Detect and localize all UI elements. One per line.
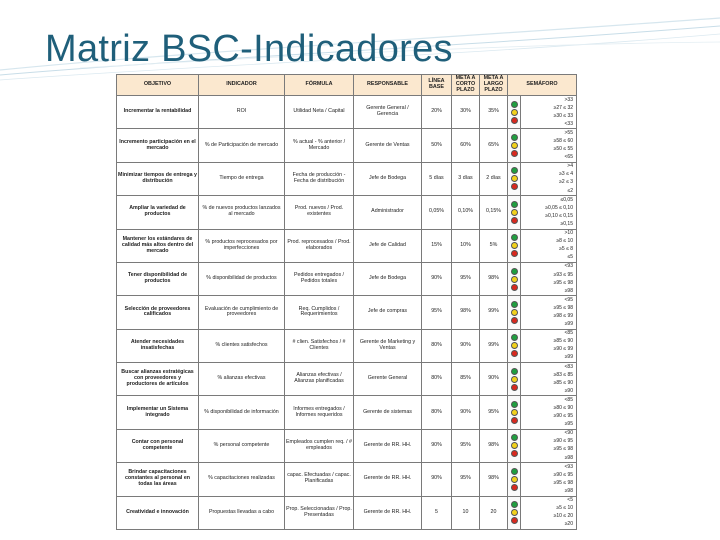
objetivo-cell: Creatividad e innovación bbox=[117, 496, 199, 530]
semaforo-thresholds-cell bbox=[521, 396, 577, 429]
threshold-value: ≥0,05 ≤ 0,10 bbox=[545, 204, 573, 211]
red-light-icon bbox=[511, 183, 518, 190]
threshold-list bbox=[522, 497, 575, 530]
semaforo-thresholds-cell bbox=[521, 496, 577, 530]
meta-corto-cell: 30% bbox=[452, 96, 480, 129]
meta-corto-cell: 85% bbox=[452, 363, 480, 396]
linea-base-cell: 5 bbox=[422, 496, 452, 530]
linea-base-cell: 95% bbox=[422, 296, 452, 329]
threshold-value: ≤0,05 bbox=[560, 196, 573, 203]
meta-corto-cell: 95% bbox=[452, 463, 480, 496]
indicador-cell: % alianzas efectivas bbox=[199, 363, 285, 396]
responsable-cell: Jefe de Bodega bbox=[354, 162, 422, 195]
traffic-light-cell bbox=[508, 96, 521, 129]
meta-corto-cell: 10 bbox=[452, 496, 480, 530]
threshold-value: ≥58 ≤ 60 bbox=[553, 138, 573, 145]
table-row bbox=[117, 363, 577, 396]
header-meta-largo: META A LARGO PLAZO bbox=[480, 75, 508, 96]
traffic-light-cell bbox=[508, 162, 521, 195]
threshold-value: <93 bbox=[564, 263, 573, 270]
red-light-icon bbox=[511, 217, 518, 224]
threshold-value: ≥0,15 bbox=[560, 220, 573, 227]
threshold-value: <95 bbox=[564, 296, 573, 303]
responsable-cell: Jefe de Bodega bbox=[354, 262, 422, 295]
traffic-light-icon bbox=[509, 334, 519, 357]
green-light-icon bbox=[511, 167, 518, 174]
objetivo-cell: Contar con personal competente bbox=[117, 429, 199, 462]
traffic-light-cell bbox=[508, 363, 521, 396]
threshold-list bbox=[522, 96, 575, 128]
yellow-light-icon bbox=[511, 175, 518, 182]
table-row bbox=[117, 396, 577, 429]
threshold-value: ≥99 bbox=[564, 354, 573, 361]
yellow-light-icon bbox=[511, 442, 518, 449]
semaforo-thresholds-cell bbox=[521, 196, 577, 229]
traffic-light-cell bbox=[508, 329, 521, 362]
objetivo-cell: Atender necesidades insatisfechas bbox=[117, 329, 199, 362]
traffic-light-cell bbox=[508, 429, 521, 462]
formula-cell: Prop. Seleccionadas / Prop. Presentadas bbox=[285, 496, 354, 530]
traffic-light-icon bbox=[509, 368, 519, 391]
meta-largo-cell: 5% bbox=[480, 229, 508, 262]
meta-corto-cell: 95% bbox=[452, 262, 480, 295]
threshold-value: ≥80 ≤ 90 bbox=[553, 405, 573, 412]
green-light-icon bbox=[511, 401, 518, 408]
header-formula: FÓRMULA bbox=[285, 75, 354, 96]
header-meta-corto: META A CORTO PLAZO bbox=[452, 75, 480, 96]
traffic-light-icon bbox=[509, 501, 519, 524]
meta-corto-cell: 90% bbox=[452, 396, 480, 429]
indicador-cell: % productos reprocesados por imperfecciones bbox=[199, 229, 285, 262]
objetivo-cell: Minimizar tiempos de entrega y distribución bbox=[117, 162, 199, 195]
slide-title: Matriz BSC-Indicadores bbox=[45, 28, 453, 70]
bsc-indicators-table bbox=[116, 74, 577, 530]
traffic-light-icon bbox=[509, 301, 519, 324]
objetivo-cell: Ampliar la variedad de productos bbox=[117, 196, 199, 229]
indicador-cell: Evaluación de cumplimiento de proveedores bbox=[199, 296, 285, 329]
threshold-value: ≥3 ≤ 4 bbox=[559, 171, 573, 178]
traffic-light-cell bbox=[508, 463, 521, 496]
threshold-value: ≥95 bbox=[564, 421, 573, 428]
threshold-value: ≥5 ≤ 10 bbox=[556, 505, 573, 512]
yellow-light-icon bbox=[511, 142, 518, 149]
yellow-light-icon bbox=[511, 342, 518, 349]
threshold-value: >10 bbox=[564, 230, 573, 237]
indicador-cell: % clientes satisfechos bbox=[199, 329, 285, 362]
formula-cell: % actual - % anterior / Mercado bbox=[285, 129, 354, 162]
threshold-list bbox=[522, 463, 575, 495]
traffic-light-icon bbox=[509, 468, 519, 491]
threshold-value: ≥50 ≤ 55 bbox=[553, 146, 573, 153]
meta-corto-cell: 95% bbox=[452, 429, 480, 462]
linea-base-cell: 80% bbox=[422, 329, 452, 362]
red-light-icon bbox=[511, 350, 518, 357]
formula-cell: Req. Cumplidos / Requerimientos bbox=[285, 296, 354, 329]
table-row bbox=[117, 296, 577, 329]
threshold-value: ≥10 ≤ 20 bbox=[553, 513, 573, 520]
formula-cell: Alianzas efectivas / Alianzas planificadas bbox=[285, 363, 354, 396]
linea-base-cell: 5 días bbox=[422, 162, 452, 195]
threshold-value: ≥90 ≤ 99 bbox=[553, 346, 573, 353]
threshold-value: ≥20 bbox=[564, 521, 573, 528]
yellow-light-icon bbox=[511, 509, 518, 516]
red-light-icon bbox=[511, 284, 518, 291]
threshold-value: ≥98 bbox=[564, 487, 573, 494]
meta-largo-cell: 95% bbox=[480, 396, 508, 429]
linea-base-cell: 0,05% bbox=[422, 196, 452, 229]
green-light-icon bbox=[511, 368, 518, 375]
traffic-light-cell bbox=[508, 229, 521, 262]
threshold-value: >55 bbox=[564, 129, 573, 136]
traffic-light-cell bbox=[508, 396, 521, 429]
threshold-value: ≥98 bbox=[564, 454, 573, 461]
semaforo-thresholds-cell bbox=[521, 229, 577, 262]
threshold-value: ≥0,10 ≤ 0,15 bbox=[545, 212, 573, 219]
linea-base-cell: 80% bbox=[422, 396, 452, 429]
yellow-light-icon bbox=[511, 409, 518, 416]
yellow-light-icon bbox=[511, 242, 518, 249]
threshold-value: ≥83 ≤ 85 bbox=[553, 371, 573, 378]
semaforo-thresholds-cell bbox=[521, 329, 577, 362]
responsable-cell: Gerente de Marketing y Ventas bbox=[354, 329, 422, 362]
red-light-icon bbox=[511, 384, 518, 391]
threshold-value: ≥99 bbox=[564, 321, 573, 328]
meta-corto-cell: 10% bbox=[452, 229, 480, 262]
table-row bbox=[117, 229, 577, 262]
objetivo-cell: Incremento participación en el mercado bbox=[117, 129, 199, 162]
objetivo-cell: Incrementar la rentabilidad bbox=[117, 96, 199, 129]
meta-largo-cell: 0,15% bbox=[480, 196, 508, 229]
semaforo-thresholds-cell bbox=[521, 296, 577, 329]
meta-largo-cell: 35% bbox=[480, 96, 508, 129]
meta-corto-cell: 60% bbox=[452, 129, 480, 162]
indicador-cell: % capacitaciones realizadas bbox=[199, 463, 285, 496]
formula-cell: Pedidos entregados / Pedidos totales bbox=[285, 262, 354, 295]
threshold-value: ≥90 bbox=[564, 387, 573, 394]
threshold-value: ≥30 ≤ 33 bbox=[553, 112, 573, 119]
semaforo-thresholds-cell bbox=[521, 162, 577, 195]
green-light-icon bbox=[511, 468, 518, 475]
threshold-value: <85 bbox=[564, 396, 573, 403]
threshold-list bbox=[522, 330, 575, 362]
table-row bbox=[117, 196, 577, 229]
green-light-icon bbox=[511, 101, 518, 108]
indicador-cell: Tiempo de entrega bbox=[199, 162, 285, 195]
threshold-value: <83 bbox=[564, 363, 573, 370]
threshold-value: <33 bbox=[564, 120, 573, 127]
formula-cell: capac. Efectuadas / capac. Planificadas bbox=[285, 463, 354, 496]
formula-cell: Prod. reprocesados / Prod. elaborados bbox=[285, 229, 354, 262]
threshold-value: <5 bbox=[567, 497, 573, 504]
green-light-icon bbox=[511, 234, 518, 241]
meta-largo-cell: 20 bbox=[480, 496, 508, 530]
linea-base-cell: 50% bbox=[422, 129, 452, 162]
traffic-light-cell bbox=[508, 262, 521, 295]
indicador-cell: % personal competente bbox=[199, 429, 285, 462]
table-row bbox=[117, 129, 577, 162]
objetivo-cell: Mantener los estándares de calidad más altos dentro del mercado bbox=[117, 229, 199, 262]
threshold-value: <93 bbox=[564, 463, 573, 470]
yellow-light-icon bbox=[511, 209, 518, 216]
responsable-cell: Administrador bbox=[354, 196, 422, 229]
red-light-icon bbox=[511, 250, 518, 257]
green-light-icon bbox=[511, 134, 518, 141]
header-semaforo: SEMÁFORO bbox=[508, 75, 577, 96]
threshold-value: ≥98 ≤ 99 bbox=[553, 312, 573, 319]
traffic-light-icon bbox=[509, 401, 519, 424]
green-light-icon bbox=[511, 301, 518, 308]
table-row bbox=[117, 96, 577, 129]
traffic-light-cell bbox=[508, 496, 521, 530]
threshold-value: ≥27 ≤ 32 bbox=[553, 104, 573, 111]
threshold-value: ≥95 ≤ 98 bbox=[553, 279, 573, 286]
formula-cell: # clien. Satisfechos / # Clientes bbox=[285, 329, 354, 362]
formula-cell: Fecha de producción - Fecha de distribución bbox=[285, 162, 354, 195]
red-light-icon bbox=[511, 484, 518, 491]
traffic-light-icon bbox=[509, 134, 519, 157]
linea-base-cell: 90% bbox=[422, 429, 452, 462]
meta-largo-cell: 2 días bbox=[480, 162, 508, 195]
threshold-list bbox=[522, 363, 575, 395]
threshold-value: ≥95 ≤ 98 bbox=[553, 479, 573, 486]
traffic-light-icon bbox=[509, 268, 519, 291]
meta-corto-cell: 98% bbox=[452, 296, 480, 329]
threshold-value: ≥98 bbox=[564, 287, 573, 294]
responsable-cell: Gerente de sistemas bbox=[354, 396, 422, 429]
green-light-icon bbox=[511, 334, 518, 341]
traffic-light-icon bbox=[509, 167, 519, 190]
semaforo-thresholds-cell bbox=[521, 129, 577, 162]
table-header-row bbox=[117, 75, 577, 96]
yellow-light-icon bbox=[511, 109, 518, 116]
responsable-cell: Gerente de RR. HH. bbox=[354, 463, 422, 496]
responsable-cell: Jefe de Calidad bbox=[354, 229, 422, 262]
linea-base-cell: 90% bbox=[422, 463, 452, 496]
threshold-value: ≥2 ≤ 3 bbox=[559, 179, 573, 186]
meta-largo-cell: 90% bbox=[480, 363, 508, 396]
meta-largo-cell: 65% bbox=[480, 129, 508, 162]
indicador-cell: % de nuevos productos lanzados al mercado bbox=[199, 196, 285, 229]
formula-cell: Empleados cumplen req. / # empleados bbox=[285, 429, 354, 462]
threshold-value: <90 bbox=[564, 430, 573, 437]
table-row bbox=[117, 162, 577, 195]
meta-largo-cell: 99% bbox=[480, 329, 508, 362]
threshold-value: ≤2 bbox=[567, 187, 573, 194]
indicador-cell: ROI bbox=[199, 96, 285, 129]
threshold-value: ≥85 ≤ 90 bbox=[553, 379, 573, 386]
threshold-value: ≥90 ≤ 95 bbox=[553, 413, 573, 420]
responsable-cell: Gerente General bbox=[354, 363, 422, 396]
yellow-light-icon bbox=[511, 476, 518, 483]
table-row bbox=[117, 429, 577, 462]
formula-cell: Informes entregados / Informes requeridos bbox=[285, 396, 354, 429]
red-light-icon bbox=[511, 317, 518, 324]
linea-base-cell: 15% bbox=[422, 229, 452, 262]
linea-base-cell: 20% bbox=[422, 96, 452, 129]
threshold-list bbox=[522, 430, 575, 462]
header-linea-base: LÍNEA BASE bbox=[422, 75, 452, 96]
green-light-icon bbox=[511, 434, 518, 441]
responsable-cell: Jefe de compras bbox=[354, 296, 422, 329]
green-light-icon bbox=[511, 201, 518, 208]
traffic-light-cell bbox=[508, 129, 521, 162]
table-body bbox=[117, 96, 577, 530]
responsable-cell: Gerente de RR. HH. bbox=[354, 429, 422, 462]
threshold-list bbox=[522, 196, 575, 228]
table-row bbox=[117, 496, 577, 530]
threshold-list bbox=[522, 263, 575, 295]
formula-cell: Prod. nuevos / Prod. existentes bbox=[285, 196, 354, 229]
threshold-list bbox=[522, 163, 575, 195]
objetivo-cell: Selección de proveedores calificados bbox=[117, 296, 199, 329]
threshold-value: ≥85 ≤ 90 bbox=[553, 338, 573, 345]
threshold-value: ≥8 ≤ 10 bbox=[556, 238, 573, 245]
traffic-light-icon bbox=[509, 101, 519, 124]
threshold-value: ≥93 ≤ 95 bbox=[553, 271, 573, 278]
threshold-value: ≥5 ≤ 8 bbox=[559, 246, 573, 253]
threshold-value: ≤5 bbox=[567, 254, 573, 261]
linea-base-cell: 80% bbox=[422, 363, 452, 396]
objetivo-cell: Tener disponibilidad de productos bbox=[117, 262, 199, 295]
header-responsable: RESPONSABLE bbox=[354, 75, 422, 96]
table-row bbox=[117, 262, 577, 295]
semaforo-thresholds-cell bbox=[521, 463, 577, 496]
semaforo-thresholds-cell bbox=[521, 96, 577, 129]
threshold-value: ≥90 ≤ 95 bbox=[553, 471, 573, 478]
traffic-light-icon bbox=[509, 201, 519, 224]
indicador-cell: % disponibilidad de información bbox=[199, 396, 285, 429]
linea-base-cell: 90% bbox=[422, 262, 452, 295]
traffic-light-icon bbox=[509, 234, 519, 257]
header-objetivo: OBJETIVO bbox=[117, 75, 199, 96]
meta-corto-cell: 0,10% bbox=[452, 196, 480, 229]
meta-corto-cell: 3 días bbox=[452, 162, 480, 195]
green-light-icon bbox=[511, 268, 518, 275]
red-light-icon bbox=[511, 117, 518, 124]
threshold-list bbox=[522, 129, 575, 161]
responsable-cell: Gerente de Ventas bbox=[354, 129, 422, 162]
meta-largo-cell: 98% bbox=[480, 429, 508, 462]
table-row bbox=[117, 329, 577, 362]
red-light-icon bbox=[511, 450, 518, 457]
objetivo-cell: Brindar capacitaciones constantes al personal en todas las áreas bbox=[117, 463, 199, 496]
yellow-light-icon bbox=[511, 376, 518, 383]
meta-largo-cell: 99% bbox=[480, 296, 508, 329]
table-row bbox=[117, 463, 577, 496]
yellow-light-icon bbox=[511, 276, 518, 283]
threshold-value: ≥90 ≤ 95 bbox=[553, 438, 573, 445]
red-light-icon bbox=[511, 517, 518, 524]
meta-largo-cell: 98% bbox=[480, 262, 508, 295]
indicador-cell: % disponibilidad de productos bbox=[199, 262, 285, 295]
threshold-value: <65 bbox=[564, 154, 573, 161]
threshold-value: >33 bbox=[564, 96, 573, 103]
red-light-icon bbox=[511, 150, 518, 157]
traffic-light-cell bbox=[508, 296, 521, 329]
threshold-value: >4 bbox=[567, 163, 573, 170]
threshold-value: ≥95 ≤ 98 bbox=[553, 446, 573, 453]
green-light-icon bbox=[511, 501, 518, 508]
semaforo-thresholds-cell bbox=[521, 363, 577, 396]
red-light-icon bbox=[511, 417, 518, 424]
responsable-cell: Gerente General / Gerencia bbox=[354, 96, 422, 129]
threshold-list bbox=[522, 396, 575, 428]
meta-largo-cell: 98% bbox=[480, 463, 508, 496]
threshold-list bbox=[522, 230, 575, 262]
threshold-value: <85 bbox=[564, 330, 573, 337]
responsable-cell: Gerente de RR. HH. bbox=[354, 496, 422, 530]
indicador-cell: Propuestas llevadas a cabo bbox=[199, 496, 285, 530]
header-indicador: INDICADOR bbox=[199, 75, 285, 96]
traffic-light-cell bbox=[508, 196, 521, 229]
indicador-cell: % de Participación de mercado bbox=[199, 129, 285, 162]
semaforo-thresholds-cell bbox=[521, 429, 577, 462]
threshold-list bbox=[522, 296, 575, 328]
traffic-light-icon bbox=[509, 434, 519, 457]
yellow-light-icon bbox=[511, 309, 518, 316]
objetivo-cell: Buscar alianzas estratégicas con proveedores y productores de artículos bbox=[117, 363, 199, 396]
objetivo-cell: Implementar un Sistema integrado bbox=[117, 396, 199, 429]
threshold-value: ≥95 ≤ 98 bbox=[553, 304, 573, 311]
semaforo-thresholds-cell bbox=[521, 262, 577, 295]
formula-cell: Utilidad Neta / Capital bbox=[285, 96, 354, 129]
meta-corto-cell: 90% bbox=[452, 329, 480, 362]
